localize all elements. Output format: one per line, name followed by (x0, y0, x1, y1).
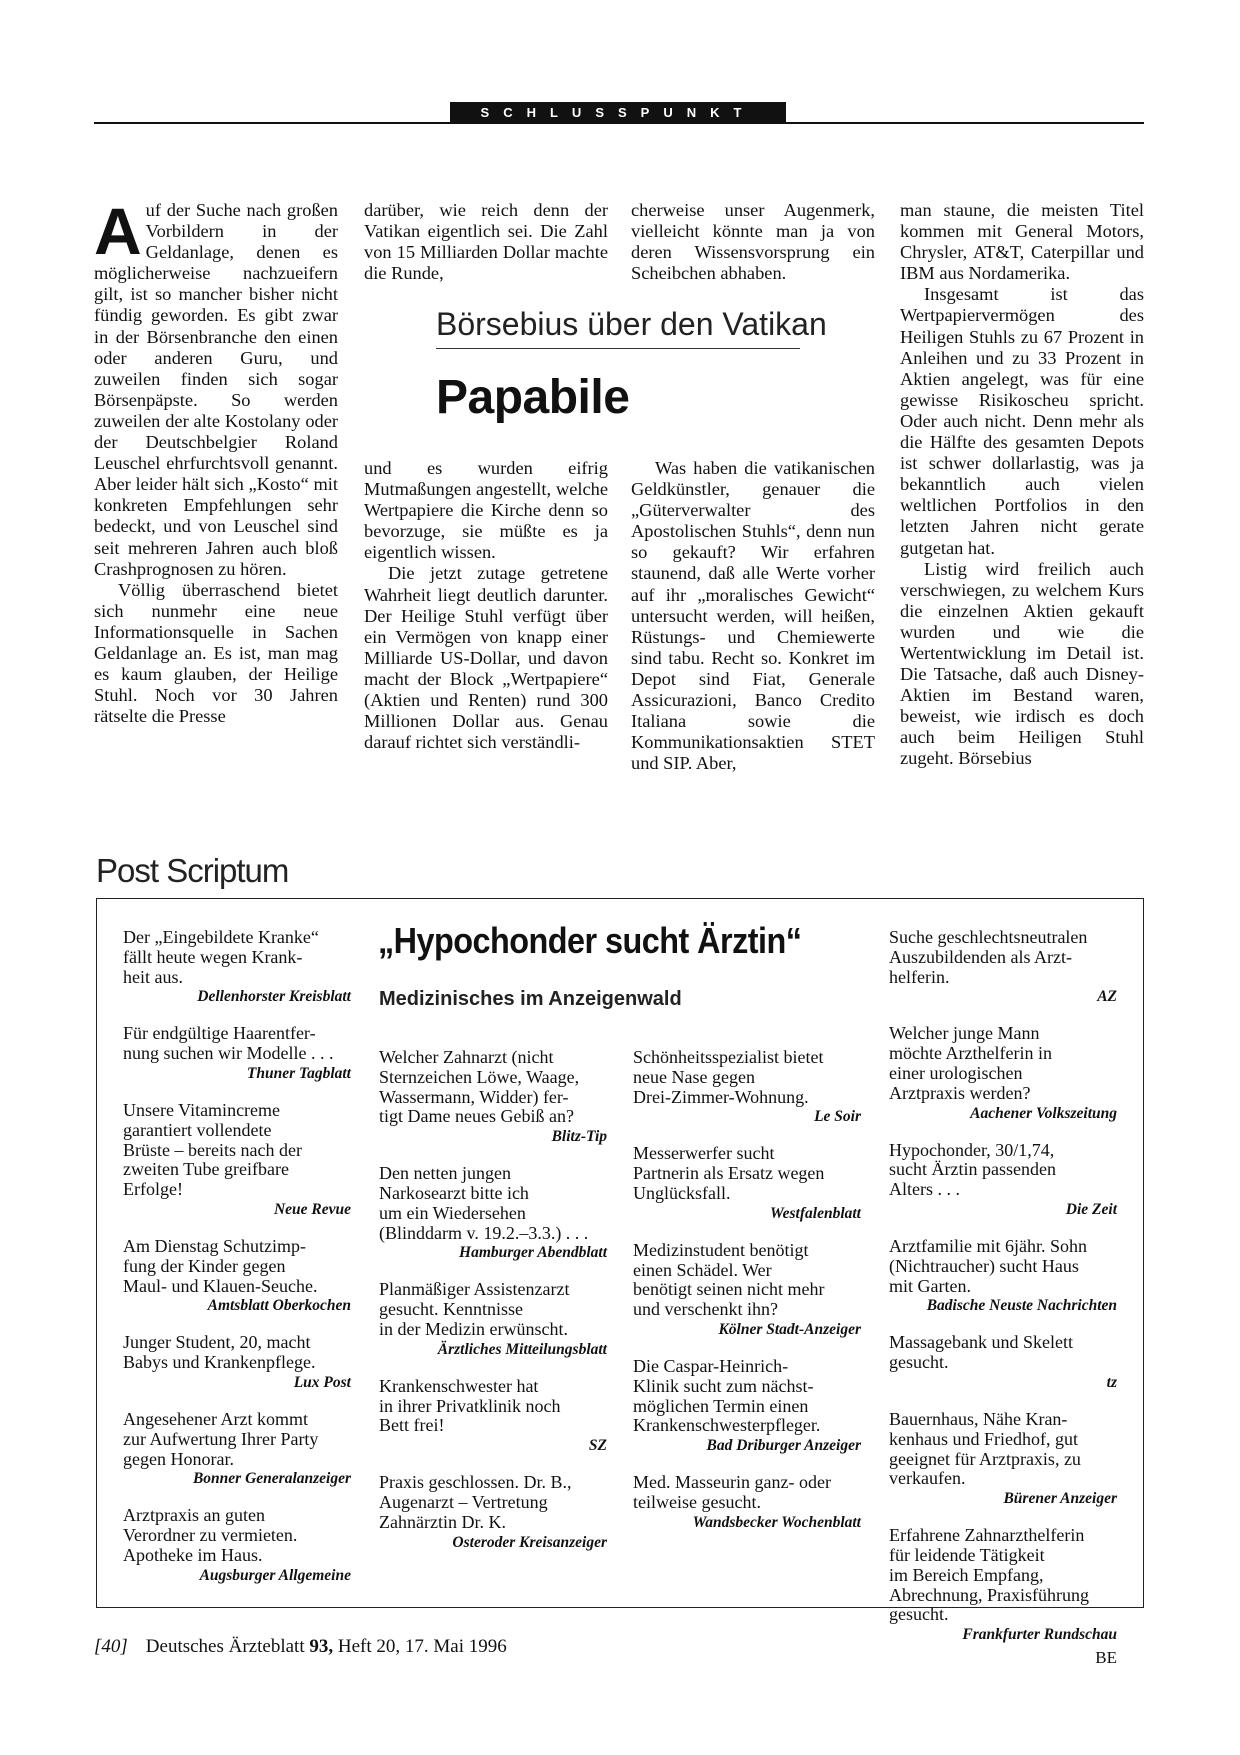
ad-text: Praxis geschlossen. Dr. B., Augenarzt – Vertretung Zahnärztin Dr. K. (379, 1472, 572, 1532)
ad-source: Badische Neuste Nachrichten (926, 1297, 1117, 1315)
article-paragraph: und es wurden eifrig Mutmaßungen angestellt, welche Wertpapiere die Kirche denn so bevorzuge, sie müßte es ja eigentlich wissen. (364, 458, 608, 563)
ad-text: Med. Masseurin ganz- oder teilweise gesucht. (633, 1472, 831, 1512)
ad-source: SZ (588, 1437, 607, 1455)
page-footer (94, 1636, 507, 1658)
classified-ad (889, 928, 1117, 1006)
ad-source: Le Soir (814, 1108, 861, 1126)
page-number: [40] (94, 1636, 128, 1657)
classified-ad (379, 1377, 607, 1455)
classified-ad (633, 1473, 861, 1532)
article-column-2-top (364, 200, 608, 284)
classified-ad (889, 1237, 1117, 1315)
classified-ad (379, 1280, 607, 1358)
classified-ad (633, 1144, 861, 1222)
ad-text: Die Caspar-Heinrich- Klinik sucht zum nächst- möglichen Termin einen Krankenschwesterpfleger. (633, 1355, 821, 1436)
ad-source: Osteroder Kreisanzeiger (452, 1533, 607, 1551)
journal-volume: 93, (309, 1636, 334, 1657)
ad-source: Hamburger Abendblatt (459, 1244, 607, 1262)
ad-text: Welcher junge Mann möchte Arzthelferin in einer urologischen Arztpraxis werden? (889, 1023, 1052, 1103)
classified-ad (889, 1024, 1117, 1122)
classified-ad (889, 1141, 1117, 1219)
article-column-3-bottom (631, 458, 875, 774)
ad-source: Neue Revue (273, 1200, 351, 1218)
journal-name: Deutsches Ärzteblatt (145, 1636, 305, 1657)
ad-text: Schönheitsspezialist bietet neue Nase gegen Drei-Zimmer-Wohnung. (633, 1047, 824, 1107)
classified-ad (889, 1410, 1117, 1508)
ad-source: Amtsblatt Oberkochen (207, 1297, 351, 1315)
article-column-4 (900, 200, 1144, 770)
classified-ad (379, 1048, 607, 1146)
ad-source: Wandsbecker Wochenblatt (692, 1513, 861, 1531)
ad-source: Frankfurter Rundschau (962, 1626, 1117, 1644)
classified-ad (379, 1164, 607, 1262)
drop-cap: A (94, 194, 142, 268)
ad-source: Die Zeit (1065, 1200, 1117, 1218)
ad-source: Blitz-Tip (551, 1128, 607, 1146)
article-column-1 (94, 194, 338, 727)
ad-source: Kölner Stadt-Anzeiger (718, 1320, 861, 1338)
classified-ad (123, 1506, 351, 1584)
article-paragraph: uf der Suche nach großen Vorbildern in der Geldanlage, denen es möglicherweise nachzueifern gilt, ist so mancher bisher nicht fündig geworden. Es gibt zwar in der Börsenbranche den einen oder anderen Guru, und zuweilen finden sich sogar Börsenpäpste. So werden zuweilen der alte Kostolany oder der Deutschbelgier Roland Leuschel ehrfurchtsvoll genannt. Aber leider hält sich „Kosto“ mit konkreten Empfehlungen sehr bedeckt, und von Leuschel sind seit mehreren Jahren auch bloß Crashprognosen zu hören. (94, 200, 338, 579)
ad-text: Arztfamilie mit 6jähr. Sohn (Nichtraucher) sucht Haus mit Garten. (889, 1235, 1087, 1296)
ad-text: Junger Student, 20, macht Babys und Krankenpflege. (123, 1332, 316, 1373)
ad-text: Medizinstudent benötigt einen Schädel. Wer benötigt seinen nicht mehr und verschenkt ihn? (633, 1239, 825, 1320)
ad-text: Am Dienstag Schutzimp- fung der Kinder gegen Maul- und Klauen-Seuche. (123, 1235, 318, 1296)
article-paragraph: Insgesamt ist das Wertpapiervermögen des Heiligen Stuhls zu 67 Prozent in Anleihen und zu 33 Prozent in Aktien angelegt, was für eine gewisse Risikoscheu spricht. Oder auch nicht. Denn mehr als die Hälfte des gesamten Depots ist schwer dollarlastig, was ja bekanntlich auch vielen weltlichen Portfolios in den letzten Jahren nicht gerate gutgetan hat. (900, 284, 1144, 558)
classified-ad (123, 928, 351, 1006)
ad-text: Welcher Zahnarzt (nicht Sternzeichen Löwe, Waage, Wassermann, Widder) fer- tigt Dame neues Gebiß an? (379, 1047, 580, 1127)
ads-column-2 (379, 1048, 607, 1570)
postscriptum-headline: „Hypochonder sucht Ärztin“ (378, 920, 802, 961)
ad-source: Augsburger Allgemeine (199, 1566, 351, 1584)
classified-ad (123, 1333, 351, 1392)
classified-ad (633, 1357, 861, 1455)
ad-text: Erfahrene Zahnarzthelferin für leidende Tätigkeit im Bereich Empfang, Abrechnung, Praxisführung gesucht. (889, 1525, 1089, 1625)
ad-source: tz (1106, 1373, 1117, 1391)
section-label: SCHLUSSPUNKT (450, 102, 786, 124)
postscriptum-subhead: Medizinisches im Anzeigenwald (379, 988, 682, 1010)
classified-ad (889, 1526, 1117, 1644)
classified-ad (379, 1473, 607, 1551)
classified-ad (123, 1024, 351, 1083)
ad-text: Hypochonder, 30/1,74, sucht Ärztin passenden Alters . . . (889, 1139, 1056, 1200)
article-paragraph: Was haben die vatikanischen Geldkünstler, genauer die „Güterverwalter des Apostolischen Stuhls“, denn nun so gekauft? Wir erfahren staunend, daß alle Werte vorher auf ihr „moralisches Gewicht“ untersucht werden, will heißen, Rüstungs- und Chemiewerte sind tabu. Recht so. Konkret im Depot sind Fiat, Generale Assicurazioni, Banco Credito Italiana sowie die Kommunikationsaktien STET und SIP. Aber, (631, 458, 875, 774)
ad-text: Der „Eingebildete Kranke“ fällt heute wegen Krank- heit aus. (123, 927, 319, 987)
kicker-rule (436, 348, 800, 349)
classified-ad (889, 1333, 1117, 1392)
ad-text: Messerwerfer sucht Partnerin als Ersatz wegen Unglücksfall. (633, 1143, 825, 1203)
article-kicker: Börsebius über den Vatikan (436, 306, 827, 342)
postscriptum-title: Post Scriptum (96, 852, 289, 889)
ad-source: Lux Post (293, 1373, 351, 1391)
article-column-2-bottom (364, 458, 608, 753)
ad-text: Arztpraxis an guten Verordner zu vermieten. Apotheke im Haus. (123, 1505, 298, 1565)
classified-ad (633, 1048, 861, 1126)
classified-ad (123, 1101, 351, 1219)
ad-source: Dellenhorster Kreisblatt (197, 988, 351, 1006)
article-paragraph: man staune, die meisten Titel kommen mit General Motors, Chrysler, AT&T, Caterpillar und IBM aus Nordamerika. (900, 200, 1144, 284)
article-paragraph: Völlig überraschend bietet sich nunmehr eine neue Informationsquelle in Sachen Geldanlage an. Es ist, man mag es kaum glauben, der Heilige Stuhl. Noch vor 30 Jahren rätselte die Presse (94, 579, 338, 727)
ad-source: Bonner Generalanzeiger (192, 1470, 351, 1488)
ad-source: Thuner Tagblatt (246, 1064, 351, 1082)
article-paragraph: Die jetzt zutage getretene Wahrheit liegt deutlich darunter. Der Heilige Stuhl verfügt über ein Vermögen von knapp einer Milliarde US-Dollar, und davon macht der Block „Wertpapiere“ (Aktien und Renten) rund 300 Millionen Dollar aus. Genau darauf richtet sich verständli- (364, 563, 608, 753)
ads-column-3 (633, 1048, 861, 1550)
article-paragraph: cherweise unser Augenmerk, vielleicht könnte man ja von deren Wissensvorsprung ein Scheibchen abhaben. (631, 200, 875, 284)
article-paragraph: darüber, wie reich denn der Vatikan eigentlich sei. Die Zahl von 15 Milliarden Dollar machte die Runde, (364, 200, 608, 284)
ad-text: Planmäßiger Assistenzarzt gesucht. Kenntnisse in der Medizin erwünscht. (379, 1279, 570, 1339)
journal-issue: Heft 20, 17. Mai 1996 (337, 1636, 507, 1657)
ad-text: Krankenschwester hat in ihrer Privatklinik noch Bett frei! (379, 1375, 561, 1436)
ad-text: Für endgültige Haarentfer- nung suchen wir Modelle . . . (123, 1023, 334, 1064)
ad-source: Ärztliches Mitteilungsblatt (437, 1340, 607, 1358)
classified-ad (633, 1241, 861, 1339)
article-paragraph: Listig wird freilich auch verschwiegen, zu welchem Kurs die einzelnen Aktien gekauft wurden und wie die Wertentwicklung im Detail ist. Die Tatsache, daß auch Disney-Aktien im Bestand waren, beweist, wie irdisch es doch auch beim Heiligen Stuhl zugeht. Börsebius (900, 558, 1144, 769)
article-column-3-top (631, 200, 875, 284)
author-signature: BE (1095, 1648, 1117, 1668)
ads-column-1 (123, 928, 351, 1603)
ad-source: AZ (1097, 988, 1117, 1006)
ad-source: Westfalenblatt (770, 1204, 861, 1222)
classified-ad (123, 1410, 351, 1488)
classified-ad (123, 1237, 351, 1315)
ad-text: Bauernhaus, Nähe Kran- kenhaus und Friedhof, gut geeignet für Arztpraxis, zu verkaufen. (889, 1408, 1081, 1489)
ad-source: Bad Driburger Anzeiger (706, 1437, 861, 1455)
ad-source: Aachener Volkszeitung (970, 1104, 1117, 1122)
ad-text: Den netten jungen Narkosearzt bitte ich um ein Wiedersehen (Blinddarm v. 19.2.–3.3.) . . . (379, 1163, 589, 1243)
ad-source: Bürener Anzeiger (1003, 1490, 1117, 1508)
ad-text: Suche geschlechtsneutralen Auszubildenden als Arzt- helferin. (889, 927, 1088, 987)
article-headline: Papabile (436, 371, 630, 424)
ads-column-4 (889, 928, 1117, 1668)
ad-text: Unsere Vitamincreme garantiert vollendete Brüste – bereits nach der zweiten Tube greifbare Erfolge! (123, 1099, 302, 1200)
ad-text: Angesehener Arzt kommt zur Aufwertung Ihrer Party gegen Honorar. (123, 1408, 319, 1469)
ad-text: Massagebank und Skelett gesucht. (889, 1332, 1073, 1373)
